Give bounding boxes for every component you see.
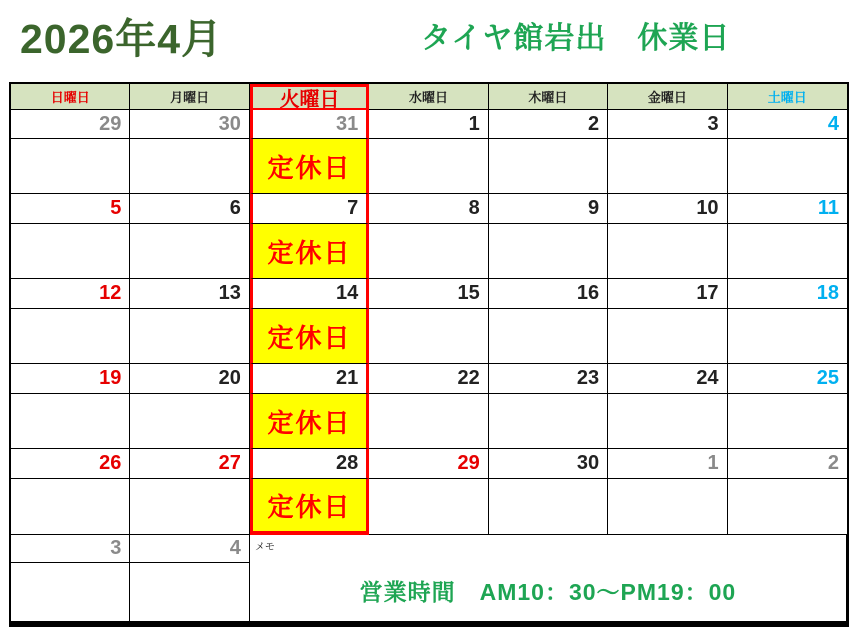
date-cell-w3-sunday: 12 — [11, 279, 130, 309]
date-cell-w3-thursday: 16 — [489, 279, 608, 309]
date-cell-w5-thursday: 30 — [489, 449, 608, 479]
date-cell-w5-wednesday: 29 — [369, 449, 488, 479]
calendar-table — [9, 82, 849, 627]
date-cell-w2-saturday: 11 — [728, 194, 847, 224]
date-cell-w2-friday: 10 — [608, 194, 727, 224]
closed-day-cell-w3: 定休日 — [250, 309, 369, 364]
empty-cell — [608, 224, 727, 279]
date-cell-w2-monday: 6 — [130, 194, 249, 224]
date-cell-w4-saturday: 25 — [728, 364, 847, 394]
empty-cell — [130, 563, 249, 621]
empty-cell — [369, 224, 488, 279]
date-cell-w3-wednesday: 15 — [369, 279, 488, 309]
business-hours-text: 営業時間 AM10：30〜PM19：00 — [359, 579, 737, 605]
date-cell-w4-wednesday: 22 — [369, 364, 488, 394]
empty-cell — [130, 224, 249, 279]
memo-label: メモ — [254, 542, 275, 553]
date-cell-w4-sunday: 19 — [11, 364, 130, 394]
weekday-header-sunday: 日曜日 — [11, 84, 130, 110]
date-cell-w1-saturday: 4 — [728, 110, 847, 139]
date-cell-w4-thursday: 23 — [489, 364, 608, 394]
date-cell-w3-friday: 17 — [608, 279, 727, 309]
date-cell-w2-thursday: 9 — [489, 194, 608, 224]
empty-cell — [11, 139, 130, 194]
date-cell-w1-friday: 3 — [608, 110, 727, 139]
empty-cell — [489, 224, 608, 279]
date-cell-w1-sunday: 29 — [11, 110, 130, 139]
date-cell-w1-monday: 30 — [130, 110, 249, 139]
empty-cell — [130, 479, 249, 535]
date-cell-w4-tuesday: 21 — [250, 364, 369, 394]
empty-cell — [369, 394, 488, 449]
date-cell-w3-tuesday: 14 — [250, 279, 369, 309]
month-title: 2026年4月 — [20, 16, 224, 62]
weekday-header-tuesday: 火曜日 — [250, 84, 369, 110]
date-cell-w6-sunday: 3 — [11, 535, 130, 563]
date-cell-w6-monday: 4 — [130, 535, 249, 563]
empty-cell — [11, 394, 130, 449]
closed-day-cell-w5: 定休日 — [250, 479, 369, 535]
date-cell-w2-wednesday: 8 — [369, 194, 488, 224]
empty-cell — [369, 309, 488, 364]
weekday-header-friday: 金曜日 — [608, 84, 727, 110]
empty-cell — [728, 479, 847, 535]
empty-cell — [728, 224, 847, 279]
closed-day-cell-w4: 定休日 — [250, 394, 369, 449]
empty-cell — [11, 309, 130, 364]
date-cell-w3-saturday: 18 — [728, 279, 847, 309]
empty-cell — [489, 479, 608, 535]
empty-cell — [608, 139, 727, 194]
empty-cell — [489, 309, 608, 364]
weekday-header-monday: 月曜日 — [130, 84, 249, 110]
date-cell-w5-friday: 1 — [608, 449, 727, 479]
empty-cell — [489, 139, 608, 194]
empty-cell — [369, 139, 488, 194]
weekday-header-saturday: 土曜日 — [728, 84, 847, 110]
empty-cell — [728, 139, 847, 194]
date-cell-w3-monday: 13 — [130, 279, 249, 309]
date-cell-w2-sunday: 5 — [11, 194, 130, 224]
date-cell-w5-tuesday: 28 — [250, 449, 369, 479]
date-cell-w5-saturday: 2 — [728, 449, 847, 479]
weekday-header-wednesday: 水曜日 — [369, 84, 488, 110]
weekday-header-thursday: 木曜日 — [489, 84, 608, 110]
date-cell-w4-monday: 20 — [130, 364, 249, 394]
empty-cell — [608, 394, 727, 449]
date-cell-w5-monday: 27 — [130, 449, 249, 479]
empty-cell — [11, 224, 130, 279]
empty-cell — [608, 479, 727, 535]
empty-cell — [11, 479, 130, 535]
empty-cell — [728, 394, 847, 449]
empty-cell — [608, 309, 727, 364]
shop-closed-days-title: タイヤ館岩出 休業日 — [421, 22, 731, 55]
empty-cell — [130, 394, 249, 449]
memo-cell — [250, 535, 847, 621]
date-cell-w1-thursday: 2 — [489, 110, 608, 139]
date-cell-w5-sunday: 26 — [11, 449, 130, 479]
empty-cell — [369, 479, 488, 535]
empty-cell — [489, 394, 608, 449]
closed-day-cell-w2: 定休日 — [250, 224, 369, 279]
empty-cell — [728, 309, 847, 364]
date-cell-w2-tuesday: 7 — [250, 194, 369, 224]
closed-day-cell-w1: 定休日 — [250, 139, 369, 194]
date-cell-w1-tuesday: 31 — [250, 110, 369, 139]
empty-cell — [130, 309, 249, 364]
empty-cell — [130, 139, 249, 194]
date-cell-w1-wednesday: 1 — [369, 110, 488, 139]
date-cell-w4-friday: 24 — [608, 364, 727, 394]
empty-cell — [11, 563, 130, 621]
